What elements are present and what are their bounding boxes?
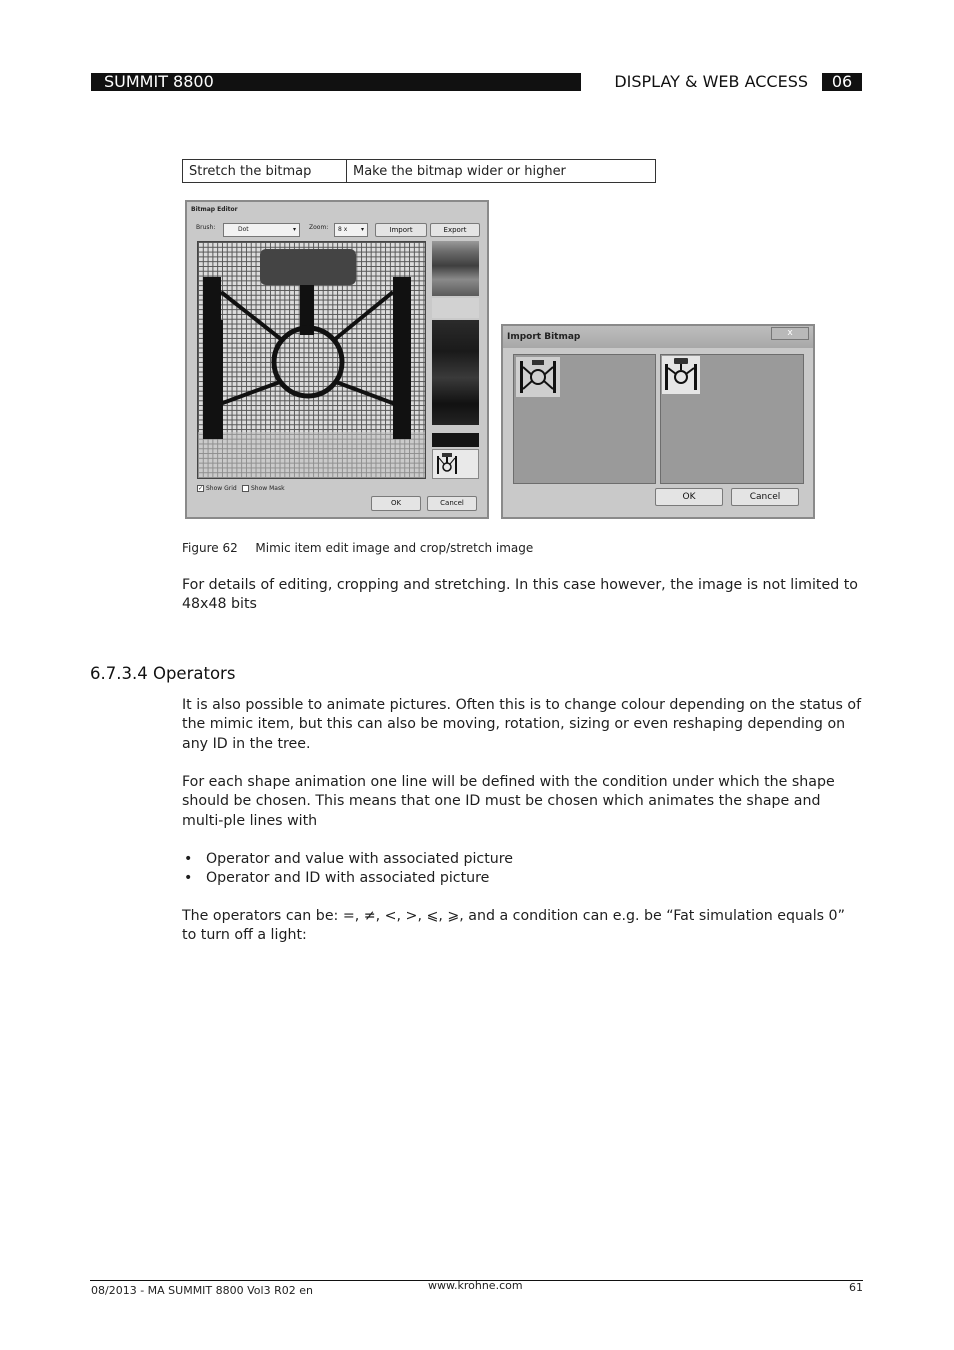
colour-palette-dark[interactable] — [432, 320, 479, 425]
figure-number: Figure 62 — [182, 541, 238, 555]
import-button[interactable]: Import — [375, 223, 427, 237]
bitmap-editor-title: Bitmap Editor — [191, 206, 238, 213]
chevron-down-icon: ▾ — [292, 226, 296, 233]
footer-doc-reference: 08/2013 - MA SUMMIT 8800 Vol3 R02 en — [91, 1284, 313, 1297]
header-section-title: DISPLAY & WEB ACCESS — [614, 72, 808, 91]
cropped-bitmap-pane[interactable] — [660, 354, 804, 484]
ok-button[interactable]: OK — [371, 496, 421, 511]
list-item: • Operator and value with associated picture — [182, 850, 862, 869]
table-cell-description: Make the bitmap wider or higher — [347, 160, 656, 183]
operator-list — [182, 850, 862, 889]
zoom-label: Zoom: — [309, 224, 329, 231]
paragraph-operators: The operators can be: =, ≠, <, >, ⩽, ⩾, and a condition can e.g. be “Fat simulation equals 0” to turn off a light: — [182, 908, 845, 944]
table-row — [183, 160, 656, 183]
figure-caption — [182, 541, 533, 555]
paragraph-editing-details: For details of editing, cropping and stretching. In this case however, the image is not limited to 48x48 bits — [182, 577, 858, 613]
import-cancel-button[interactable]: Cancel — [731, 488, 799, 506]
cropped-bitmap-icon — [662, 356, 700, 394]
footer-page-number: 61 — [849, 1281, 863, 1294]
chevron-down-icon: ▾ — [360, 226, 364, 233]
table-cell-action: Stretch the bitmap — [183, 160, 347, 183]
original-bitmap-pane[interactable] — [513, 354, 656, 484]
zoom-select[interactable] — [334, 223, 368, 237]
list-item: • Operator and ID with associated picture — [182, 869, 862, 888]
header-product: SUMMIT 8800 — [91, 73, 581, 91]
function-table — [182, 159, 656, 183]
brush-select[interactable] — [223, 223, 300, 237]
close-icon[interactable]: x — [771, 327, 809, 340]
footer-website: www.krohne.com — [428, 1279, 523, 1292]
import-bitmap-title: Import Bitmap — [507, 332, 581, 342]
show-grid-checkbox[interactable]: ✓ — [198, 485, 204, 492]
figure-caption-text: Mimic item edit image and crop/stretch image — [255, 541, 534, 555]
brush-select-value: Dot — [238, 226, 249, 233]
import-ok-button[interactable]: OK — [655, 488, 723, 506]
show-mask-label: Show Mask — [251, 485, 285, 492]
colour-palette-light[interactable] — [432, 298, 479, 318]
bitmap-preview — [432, 449, 479, 479]
bitmap-drawing — [198, 242, 426, 479]
paragraph-shape-animation: For each shape animation one line will be defined with the condition under which the shape should be chosen. This means that one ID must be chosen which animates the shape and multi-ple lines with — [182, 774, 835, 829]
brush-label: Brush: — [196, 224, 216, 231]
header-chapter-number: 06 — [822, 73, 862, 91]
cancel-button[interactable]: Cancel — [427, 496, 477, 511]
export-button[interactable]: Export — [430, 223, 480, 237]
zoom-select-value: 8 x — [338, 226, 348, 233]
bitmap-pixel-grid[interactable] — [197, 241, 426, 479]
show-grid-label: Show Grid — [206, 485, 237, 492]
show-mask-checkbox[interactable] — [242, 485, 249, 492]
section-heading: 6.7.3.4 Operators — [90, 664, 236, 683]
colour-palette-top[interactable] — [432, 241, 479, 296]
paragraph-animate-pictures: It is also possible to animate pictures. Often this is to change colour depending on the status of the mimic item, but this can also be moving, rotation, sizing or even reshaping depending on any ID in the tree. — [182, 697, 862, 752]
mimic-symbol-icon — [435, 452, 459, 476]
original-bitmap-icon — [516, 357, 560, 397]
colour-palette-black[interactable] — [432, 433, 479, 447]
